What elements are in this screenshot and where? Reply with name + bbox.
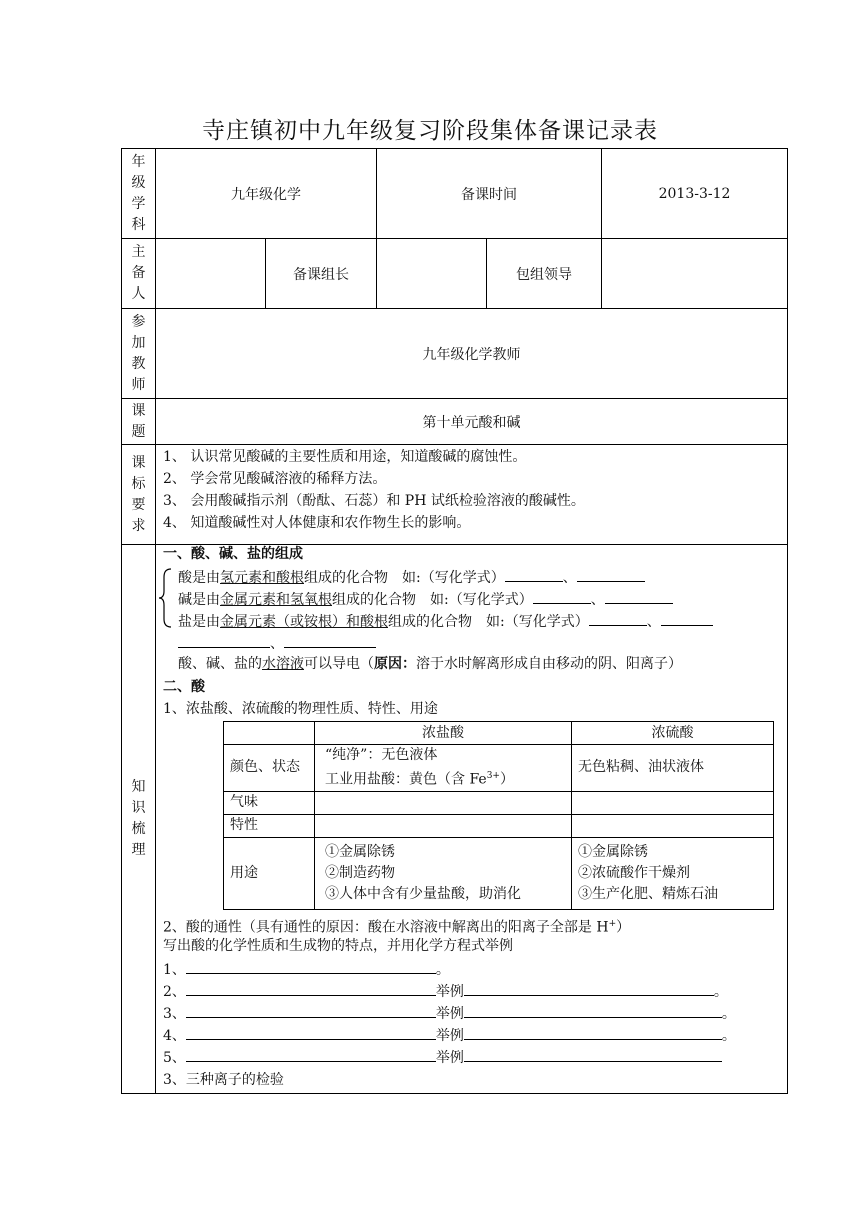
teachers-value: 九年级化学教师	[156, 309, 788, 399]
answer-blank[interactable]	[661, 611, 713, 626]
requirement-item: 3、 会用酸碱指示剂（酚酞、石蕊）和 PH 试纸检验溶液的酸碱性。	[163, 493, 585, 509]
salt-blanks-continued: 、	[178, 633, 376, 653]
answer-blank[interactable]	[178, 633, 270, 648]
answer-blank[interactable]	[605, 589, 673, 604]
knowledge-section	[156, 545, 788, 1094]
lead-preparer-value[interactable]	[156, 239, 266, 309]
grade-subject-value: 九年级化学	[156, 149, 377, 239]
group-leader-value[interactable]	[377, 239, 487, 309]
answer-blank[interactable]	[186, 1003, 436, 1018]
property-item: 5、 举例	[163, 1047, 722, 1067]
answer-blank[interactable]	[464, 1003, 722, 1018]
answer-blank[interactable]	[186, 1025, 436, 1040]
answer-blank[interactable]	[505, 567, 563, 582]
cell-hcl-color: “纯净”：无色液体 工业用盐酸：黄色（含 $Fe^{3+}$）	[315, 745, 572, 792]
row-label-color-state: 颜色、状态	[224, 745, 315, 792]
cell-h2so4-characteristic[interactable]	[572, 814, 774, 837]
requirements-list	[156, 445, 788, 545]
cell-h2so4-odor[interactable]	[572, 791, 774, 814]
lead-preparer-label: 主备人	[122, 239, 156, 309]
topic-label: 课题	[122, 399, 156, 445]
row-label-uses: 用途	[224, 837, 315, 909]
subsection-2-note: 写出酸的化学性质和生成物的特点，并用化学方程式举例	[163, 938, 513, 954]
answer-blank[interactable]	[186, 1047, 436, 1062]
answer-blank[interactable]	[464, 1047, 722, 1062]
requirement-item: 4、 知道酸碱性对人体健康和农作物生长的影响。	[163, 515, 471, 531]
property-item: 2、 举例 。	[163, 981, 728, 1001]
answer-blank[interactable]	[186, 981, 436, 996]
base-composition: 碱是由金属元素和氢氧根组成的化合物 如:（写化学式） 、	[178, 589, 673, 609]
property-item: 1、 。	[163, 959, 450, 979]
supervisor-value[interactable]	[602, 239, 788, 309]
answer-blank[interactable]	[186, 959, 436, 974]
cell-hcl-characteristic[interactable]	[315, 814, 572, 837]
section-2-title: 二、酸	[163, 679, 205, 695]
conduction-note: 酸、碱、盐的水溶液可以导电（原因：溶于水时解离形成自由移动的阴、阳离子）	[178, 656, 682, 672]
curly-brace-icon	[158, 567, 174, 629]
teachers-label: 参加教师	[122, 309, 156, 399]
topic-value: 第十单元酸和碱	[156, 399, 788, 445]
acid-properties-table	[223, 721, 774, 910]
column-header-hcl: 浓盐酸	[315, 722, 572, 745]
row-label-odor: 气味	[224, 791, 315, 814]
requirement-item: 1、 认识常见酸碱的主要性质和用途，知道酸碱的腐蚀性。	[163, 449, 527, 465]
requirement-item: 2、 学会常见酸碱溶液的稀释方法。	[163, 471, 387, 487]
table-header-empty	[224, 722, 315, 745]
cell-h2so4-color: 无色粘稠、油状液体	[572, 745, 774, 792]
salt-composition: 盐是由金属元素（或铵根）和酸根组成的化合物 如:（写化学式） 、	[178, 611, 713, 631]
record-table	[121, 148, 788, 1094]
cell-h2so4-uses: ①金属除锈 ②浓硫酸作干燥剂 ③生产化肥、精炼石油	[572, 837, 774, 909]
answer-blank[interactable]	[589, 611, 647, 626]
column-header-h2so4: 浓硫酸	[572, 722, 774, 745]
answer-blank[interactable]	[464, 1025, 722, 1040]
property-item: 3、 举例 。	[163, 1003, 736, 1023]
answer-blank[interactable]	[533, 589, 591, 604]
cell-hcl-uses: ①金属除锈 ②制造药物 ③人体中含有少量盐酸，助消化	[315, 837, 572, 909]
grade-subject-label: 年级学科	[122, 149, 156, 239]
section-1-title: 一、酸、碱、盐的组成	[163, 546, 303, 562]
answer-blank[interactable]	[577, 567, 645, 582]
cell-hcl-odor[interactable]	[315, 791, 572, 814]
group-leader-label: 备课组长	[266, 239, 377, 309]
property-item: 4、 举例 。	[163, 1025, 736, 1045]
supervisor-label: 包组领导	[487, 239, 602, 309]
subsection-2-title: 2、酸的通性（具有通性的原因：酸在水溶液中解离出的阳离子全部是 H+）	[163, 919, 631, 936]
page-title: 寺庄镇初中九年级复习阶段集体备课记录表	[202, 118, 658, 144]
requirements-label: 课标要求	[122, 445, 156, 545]
row-label-characteristic: 特性	[224, 814, 315, 837]
answer-blank[interactable]	[464, 981, 714, 996]
acid-composition: 酸是由氢元素和酸根组成的化合物 如:（写化学式） 、	[178, 567, 645, 587]
prep-time-value: 2013-3-12	[602, 149, 788, 239]
subsection-3-title: 3、三种离子的检验	[163, 1072, 284, 1088]
knowledge-label: 知识梳理	[122, 545, 156, 1094]
answer-blank[interactable]	[284, 633, 376, 648]
subsection-1-title: 1、浓盐酸、浓硫酸的物理性质、特性、用途	[163, 701, 438, 717]
prep-time-label: 备课时间	[377, 149, 602, 239]
